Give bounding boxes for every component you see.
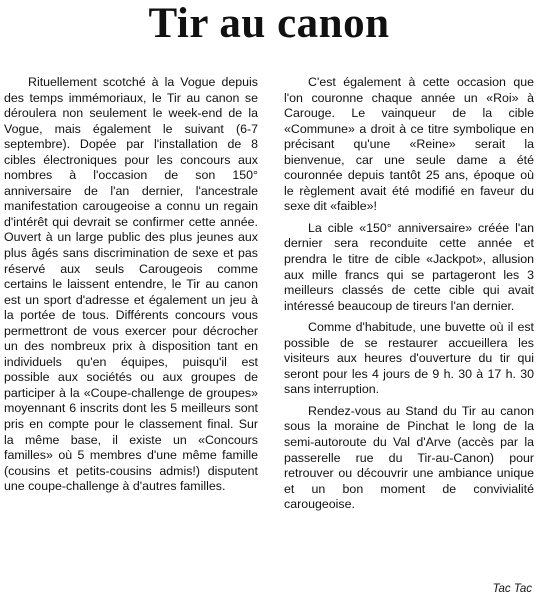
paragraph: C'est également à cette occasion que l'on couronne chaque année un «Roi» à Carouge. Le vainqueur de la cible «Commune» a droit à ce titre symbolique en précisant qu'une «Reine» serait la bienvenue, car une seule dame a été couronnée depuis tantôt 25 ans, époque où le règlement avait été modifié en faveur du sexe dit «faible»! [284, 75, 534, 214]
paragraph: Rituellement scotché à la Vogue depuis des temps immémoriaux, le Tir au canon se déroulera non seulement le week-end de la Vogue, mais également le suivant (6-7 septembre). Dopée par l'installation de 8 cibles électroniques pour les concours aux nombres à l'occasion de son 150° anniversaire de l'an dernier, l'ancestrale manifestation carougeoise a connu un regain d'intérêt qui devrait se confirmer cette année. Ouvert à un large public des plus jeunes aux plus âgés sans discrimination de sexe et pas réservé aux seuls Carougeois comme certains le laissent entendre, le Tir au canon est un sport d'adresse et également un jeu à la portée de tous. Différents concours vous permettront de vous exercer pour décrocher un des nombreux prix à disposition tant en individuels qu'en équipes, puisqu'il est possible aux sociétés ou aux groupes de participer à la «Coupe-challenge de groupes» moyennant 6 inscrits dont les 5 meilleurs sont pris en compte pour le classement final. Sur la même base, il existe un «Concours familles» où 5 membres d'une même famille (cousins et petits-cousins admis!) disputent une coupe-challenge à d'autres familles. [4, 75, 258, 494]
right-column [284, 75, 534, 519]
left-column [4, 75, 258, 501]
paragraph: La cible «150° anniversaire» créée l'an dernier sera reconduite cette année et prendra le titre de cible «Jackpot», allusion aux mille francs qui se partageront les 3 meilleurs classés de cette cible qui avait intéressé beaucoup de tireurs l'an dernier. [284, 220, 534, 313]
article-title: Tir au canon [148, 0, 390, 47]
paragraph: Comme d'habitude, une buvette où il est possible de se restaurer accueillera les visiteurs aux heures d'ouverture du tir qui seront pour les 4 jours de 9 h. 30 à 17 h. 30 sans interruption. [284, 320, 534, 397]
paragraph: Rendez-vous au Stand du Tir au canon sous la moraine de Pinchat le long de la semi-autoroute du Val d'Arve (accès par la passerelle rue du Tir-au-Canon) pour retrouver ou découvrir une ambiance unique et un bon moment de convivialité carougeoise. [284, 403, 534, 512]
author-signature: Tac Tac [492, 583, 532, 595]
